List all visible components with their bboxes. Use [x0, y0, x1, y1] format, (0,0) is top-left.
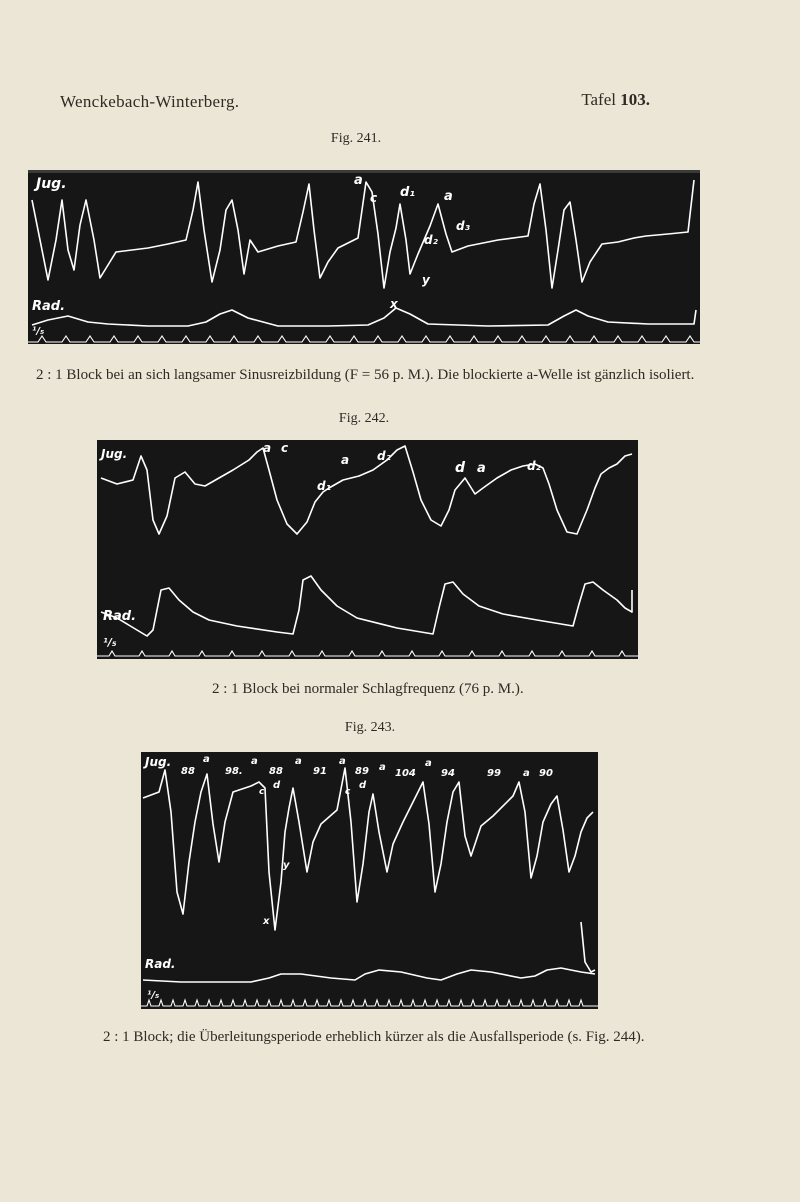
fig-242-label-d2b: d₂ — [527, 459, 541, 473]
fig-242-label-d2a: d₂ — [377, 449, 391, 463]
fig-242-label-time: ¹/₅ — [103, 636, 117, 649]
fig-242-caption: 2 : 1 Block bei normaler Schlagfrequenz (76 p. M.). — [212, 681, 524, 697]
fig-242-label-a1: a — [263, 441, 272, 455]
fig-242-label-d1: d₁ — [317, 479, 331, 493]
fig-243-time-marker — [141, 1000, 598, 1006]
fig-241-radial-trace — [32, 308, 696, 326]
fig-242-tracing — [97, 440, 638, 659]
fig-243-svg — [141, 752, 598, 1009]
fig-243-label-91: 91 — [313, 766, 327, 777]
fig-243-label-y: y — [283, 860, 290, 871]
fig-242-time-marker — [97, 651, 638, 656]
fig-242-label-d: d — [455, 460, 466, 476]
plate-number — [581, 90, 650, 110]
fig-243-label-a2: a — [251, 756, 258, 767]
fig-243-radial-trace — [143, 968, 595, 982]
fig-243-label-c2: c — [345, 787, 351, 797]
fig-242-label-rad: Rad. — [103, 609, 137, 624]
fig-242-label-c: c — [281, 441, 289, 455]
fig-243-label-a5: a — [379, 762, 386, 773]
fig-243-label-a1: a — [203, 754, 210, 765]
fig-243-label-time: ¹/₅ — [147, 990, 160, 1001]
fig-241-label-c: c — [370, 191, 378, 205]
fig-242-label: Fig. 242. — [338, 411, 390, 426]
fig-241-label-a1: a — [354, 173, 363, 188]
fig-243-label-88a: 88 — [181, 766, 195, 777]
fig-241-label-a2: a — [444, 189, 453, 204]
fig-241-label-y: y — [422, 273, 430, 287]
fig-243-label-c1: c — [259, 787, 265, 797]
fig-243-label-99: 99 — [487, 768, 501, 779]
fig-243-label: Fig. 243. — [344, 720, 396, 735]
fig-243-caption: 2 : 1 Block; die Überleitungsperiode erheblich kürzer als die Ausfallsperiode (s. Fig. 244). — [103, 1029, 645, 1045]
fig-241-label-d1: d₁ — [400, 185, 415, 200]
fig-241-label-rad: Rad. — [32, 299, 66, 314]
running-head-authors: Wenckebach-Winterberg. — [60, 92, 240, 111]
fig-243-label-94: 94 — [441, 768, 455, 779]
fig-241-label-d2: d₂ — [424, 233, 438, 247]
fig-242-radial-trace — [101, 576, 632, 636]
fig-243-tracing — [141, 752, 598, 1009]
fig-241-time-marker — [28, 336, 700, 342]
plate-number-value: 103. — [620, 90, 650, 109]
fig-241-caption: 2 : 1 Block bei an sich langsamer Sinusreizbildung (F = 56 p. M.). Die blockierte a-Welle ist gänzlich isoliert. — [36, 367, 695, 383]
fig-243-label-a3: a — [295, 756, 302, 767]
fig-241-svg — [28, 170, 700, 344]
fig-243-label-rad: Rad. — [145, 957, 176, 971]
fig-243-jugular-trace-2 — [581, 922, 595, 972]
fig-242-label-a3: a — [477, 461, 486, 476]
fig-241-label: Fig. 241. — [330, 131, 382, 146]
fig-243-label-90: 90 — [539, 768, 553, 779]
fig-243-label-a4: a — [339, 756, 346, 767]
fig-243-label-x: x — [263, 916, 270, 927]
fig-243-label-d2: d — [359, 780, 367, 791]
plate-prefix: Tafel — [581, 90, 616, 109]
fig-243-label-104: 104 — [395, 768, 416, 779]
fig-243-jugular-trace — [143, 768, 593, 930]
fig-243-label-89: 89 — [355, 766, 369, 777]
fig-241-label-time: ¹/₅ — [32, 326, 45, 337]
fig-243-label-jug: Jug. — [145, 755, 172, 769]
fig-241-label-x: x — [390, 297, 398, 311]
fig-242-label-jug: Jug. — [101, 447, 128, 461]
fig-243-label-a7: a — [523, 768, 530, 779]
fig-243-label-98: 98. — [225, 766, 243, 777]
fig-241-label-jug: Jug. — [36, 176, 67, 192]
fig-241-jugular-trace — [32, 180, 694, 288]
fig-243-label-88b: 88 — [269, 766, 283, 777]
fig-241-label-d3: d₃ — [456, 219, 470, 233]
fig-243-label-d1: d — [273, 780, 281, 791]
fig-243-label-a6: a — [425, 758, 432, 769]
fig-242-svg — [97, 440, 638, 659]
fig-242-label-a2: a — [341, 453, 350, 467]
fig-241-tracing — [28, 170, 700, 344]
fig-242-jugular-trace — [101, 446, 632, 534]
